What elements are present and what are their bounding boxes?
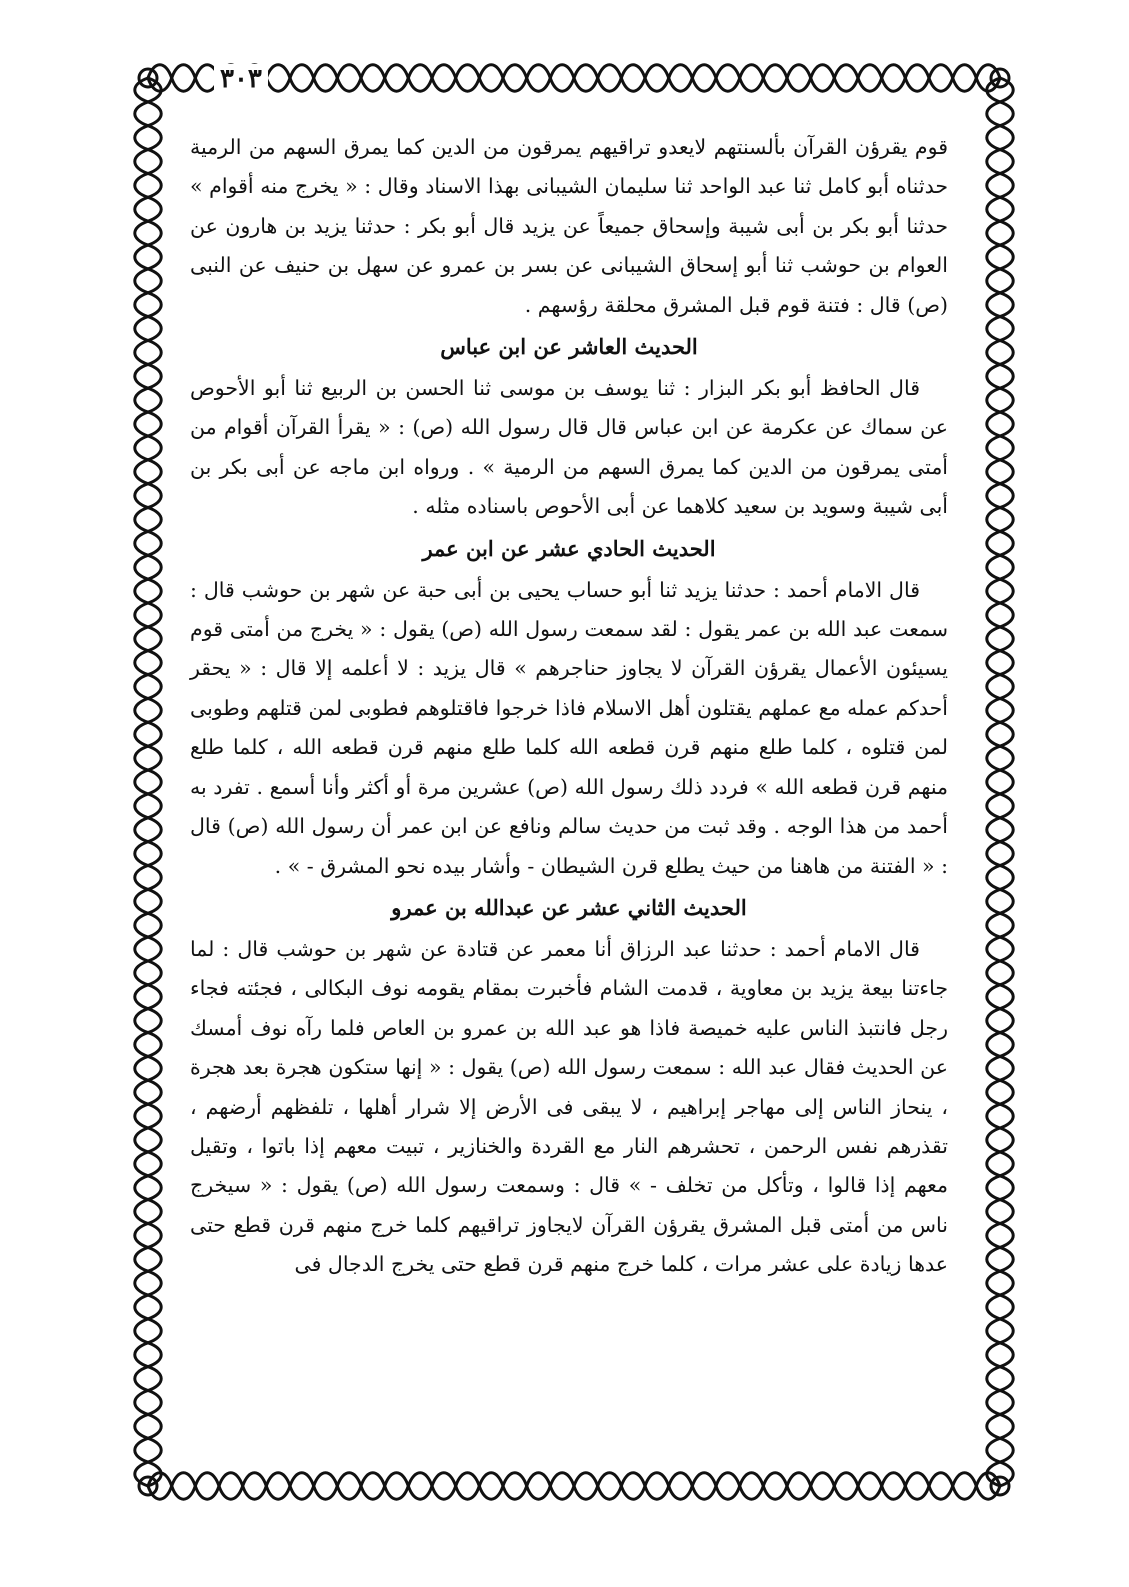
paragraph-hadith-12: قال الامام أحمد : حدثنا عبد الرزاق أنا معمر عن قتادة عن شهر بن حوشب قال : لما جاءتنا بيعة يزيد بن معاوية ، قدمت الشام فأخبرت بمقام يقومه نوف البكالى ، فجئته فجاء رجل فانتبذ الناس عليه خميصة فاذا هو عبد الله بن عمرو بن العاص فلما رآه نوف أمسك عن الحديث فقال عبد الله : سمعت رسول الله (ص) يقول : « إنها ستكون هجرة بعد هجرة ، ينحاز الناس إلى مهاجر إبراهيم ، لا يبقى فى الأرض إلا شرار أهلها ، تلفظهم أرضهم ، تقذرهم نفس الرحمن ، تحشرهم النار مع القردة والخنازير ، تبيت معهم إذا باتوا ، وتقيل معهم إذا قالوا ، وتأكل من تخلف - » قال : وسمعت رسول الله (ص) يقول : « سيخرج ناس من أمتى قبل المشرق يقرؤن القرآن لايجاوز تراقيهم كلما خرج منهم قرن قطع حتى عدها زيادة على عشر مرات ، كلما خرج منهم قرن قطع حتى يخرج الدجال فى xyxy=(190,936,949,1277)
paragraph-hadith-11: قال الامام أحمد : حدثنا يزيد ثنا أبو حساب يحيى بن أبى حبة عن شهر بن حوشب قال : سمعت عبد الله بن عمر يقول : لقد سمعت رسول الله (ص) يقول : « يخرج من أمتى قوم يسيئون الأعمال يقرؤن القرآن لا يجاوز حناجرهم » قال يزيد : لا أعلمه إلا قال : « يحقر أحدكم عمله مع عملهم يقتلون أهل الاسلام فاذا خرجوا فاقتلوهم فطوبى لمن قتلهم وطوبى لمن قتلوه ، كلما طلع منهم قرن قطعه الله كلما طلع منهم قرن قطعه الله ، كلما طلع منهم قرن قطعه الله » فردد ذلك رسول الله (ص) عشرين مرة أو أكثر وأنا أسمع . تفرد به أحمد من هذا الوجه . وقد ثبت من حديث سالم ونافع عن ابن عمر أن رسول الله (ص) قال : « الفتنة من هاهنا من حيث يطلع قرن الشيطان - وأشار بيده نحو المشرق - » . xyxy=(189,577,948,878)
heading-hadith-11: الحديث الحادي عشر عن ابن عمر xyxy=(422,535,716,561)
page-body xyxy=(190,128,948,1458)
paragraph-hadith-10: قال الحافظ أبو بكر البزار : ثنا يوسف بن موسى ثنا الحسن بن الربيع ثنا أبو الأحوص عن سماك عن عكرمة عن ابن عباس قال قال رسول الله (ص) : « يقرأ القرآن أقوام من أمتى يمرقون من الدين كما يمرق السهم من الرمية » . ورواه ابن ماجه عن أبى بكر بن أبى شيبة وسويد بن سعيد كلاهما عن أبى الأحوص باسناده مثله . xyxy=(190,376,948,519)
page-number: ٣٠٣ xyxy=(214,64,268,94)
border-strand xyxy=(148,1473,1000,1499)
heading-hadith-10: الحديث العاشر عن ابن عباس xyxy=(440,334,698,360)
paragraph-intro: قوم يقرؤن القرآن بألسنتهم لايعدو تراقيهم يمرقون من الدين كما يمرق السهم من الرمية حدثناه أبو كامل ثنا عبد الواحد ثنا سليمان الشيبانى بهذا الاسناد وقال : « يخرج منه أقوام » حدثنا أبو بكر بن أبى شيبة وإسحاق جميعاً عن يزيد قال أبو بكر : حدثنا يزيد بن هارون عن العوام بن حوشب ثنا أبو إسحاق الشيبانى عن بسر بن عمرو عن سهل بن حنيف عن النبى (ص) قال : فتنة قوم قبل المشرق محلقة رؤسهم . xyxy=(190,135,948,317)
border-strand xyxy=(148,65,1000,91)
heading-hadith-12: الحديث الثاني عشر عن عبدالله بن عمرو xyxy=(391,894,747,920)
